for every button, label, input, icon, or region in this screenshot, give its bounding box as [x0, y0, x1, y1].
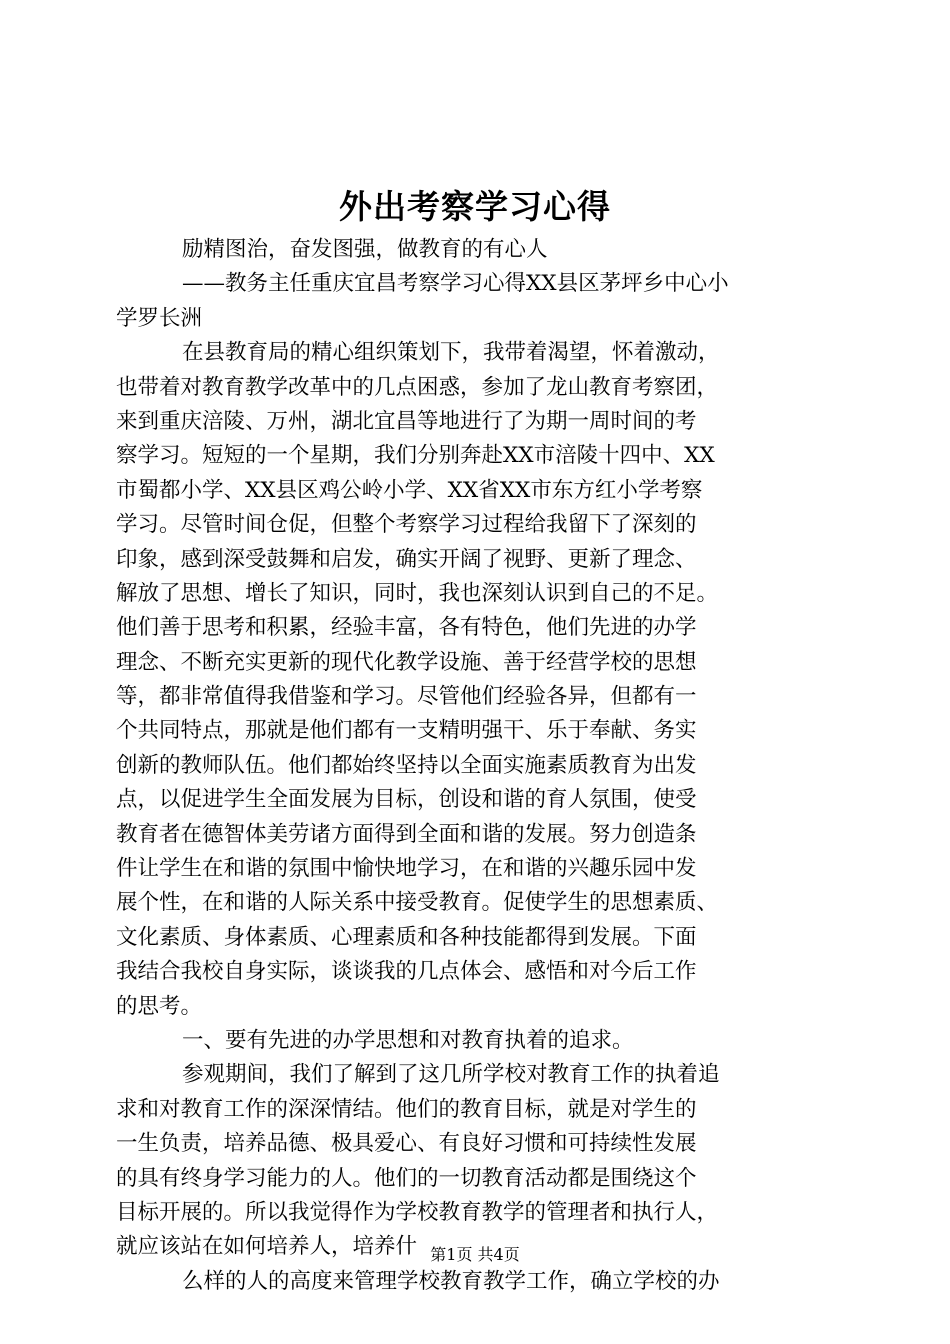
paragraph-line: 市蜀都小学、XX县区鸡公岭小学、XX省XX市东方红小学考察 — [116, 477, 703, 503]
paragraph-line: 一生负责，培养品德、极具爱心、有良好习惯和可持续性发展 — [116, 1131, 697, 1157]
paragraph-line: 也带着对教育教学改革中的几点困惑，参加了龙山教育考察团， — [116, 374, 719, 400]
paragraph-line: 的具有终身学习能力的人。他们的一切教育活动都是围绕这个 — [116, 1165, 697, 1191]
paragraph-line: 个共同特点，那就是他们都有一支精明强干、乐于奉献、务实 — [116, 718, 697, 744]
paragraph-line: 来到重庆涪陵、万州，湖北宜昌等地进行了为期一周时间的考 — [116, 408, 697, 434]
section-heading: 一、要有先进的办学思想和对教育执着的追求。 — [182, 1027, 634, 1053]
paragraph-line: 印象，感到深受鼓舞和启发，确实开阔了视野、更新了理念、 — [116, 546, 697, 572]
author-line: 学罗长洲 — [116, 305, 203, 331]
paragraph-line: 他们善于思考和积累，经验丰富，各有特色，他们先进的办学 — [116, 615, 697, 641]
paragraph-line: 在县教育局的精心组织策划下，我带着渴望，怀着激动， — [182, 340, 720, 366]
document-body — [116, 233, 856, 1299]
paragraph-line: 点，以促进学生全面发展为目标，创设和谐的育人氛围，使受 — [116, 787, 697, 813]
paragraph-line: 件让学生在和谐的氛围中愉快地学习，在和谐的兴趣乐园中发 — [116, 856, 697, 882]
paragraph-line: 我结合我校自身实际，谈谈我的几点体会、感悟和对今后工作 — [116, 959, 697, 985]
paragraph-line: 学习。尽管时间仓促，但整个考察学习过程给我留下了深刻的 — [116, 512, 697, 538]
paragraph-line: 展个性，在和谐的人际关系中接受教育。促使学生的思想素质、 — [116, 890, 719, 916]
document-title: 外出考察学习心得 — [339, 187, 611, 226]
paragraph-line: 参观期间，我们了解到了这几所学校对教育工作的执着追 — [182, 1062, 720, 1088]
paragraph-line: 目标开展的。所以我觉得作为学校教育教学的管理者和执行人， — [116, 1199, 719, 1225]
paragraph-line: 教育者在德智体美劳诸方面得到全面和谐的发展。努力创造条 — [116, 821, 697, 847]
paragraph-line: 么样的人的高度来管理学校教育教学工作，确立学校的办 — [182, 1268, 720, 1294]
paragraph-line: 就应该站在如何培养人，培养什 — [116, 1234, 418, 1260]
subtitle-line: 励精图治，奋发图强，做教育的有心人 — [182, 237, 548, 262]
author-line: ——教务主任重庆宜昌考察学习心得XX县区茅坪乡中心小 — [182, 271, 729, 297]
paragraph-line: 察学习。短短的一个星期，我们分别奔赴XX市涪陵十四中、XX — [116, 443, 715, 469]
paragraph-line: 求和对教育工作的深深情结。他们的教育目标，就是对学生的 — [116, 1096, 697, 1122]
paragraph-line: 等，都非常值得我借鉴和学习。尽管他们经验各异，但都有一 — [116, 684, 697, 710]
paragraph-line: 文化素质、身体素质、心理素质和各种技能都得到发展。下面 — [116, 924, 697, 950]
paragraph-line: 解放了思想、增长了知识，同时，我也深刻认识到自己的不足。 — [116, 580, 719, 606]
page-footer: 第1页 共4页 — [430, 1245, 520, 1264]
paragraph-line: 创新的教师队伍。他们都始终坚持以全面实施素质教育为出发 — [116, 752, 697, 778]
paragraph-line: 理念、不断充实更新的现代化教学设施、善于经营学校的思想 — [116, 649, 697, 675]
paragraph-line: 的思考。 — [116, 993, 203, 1019]
